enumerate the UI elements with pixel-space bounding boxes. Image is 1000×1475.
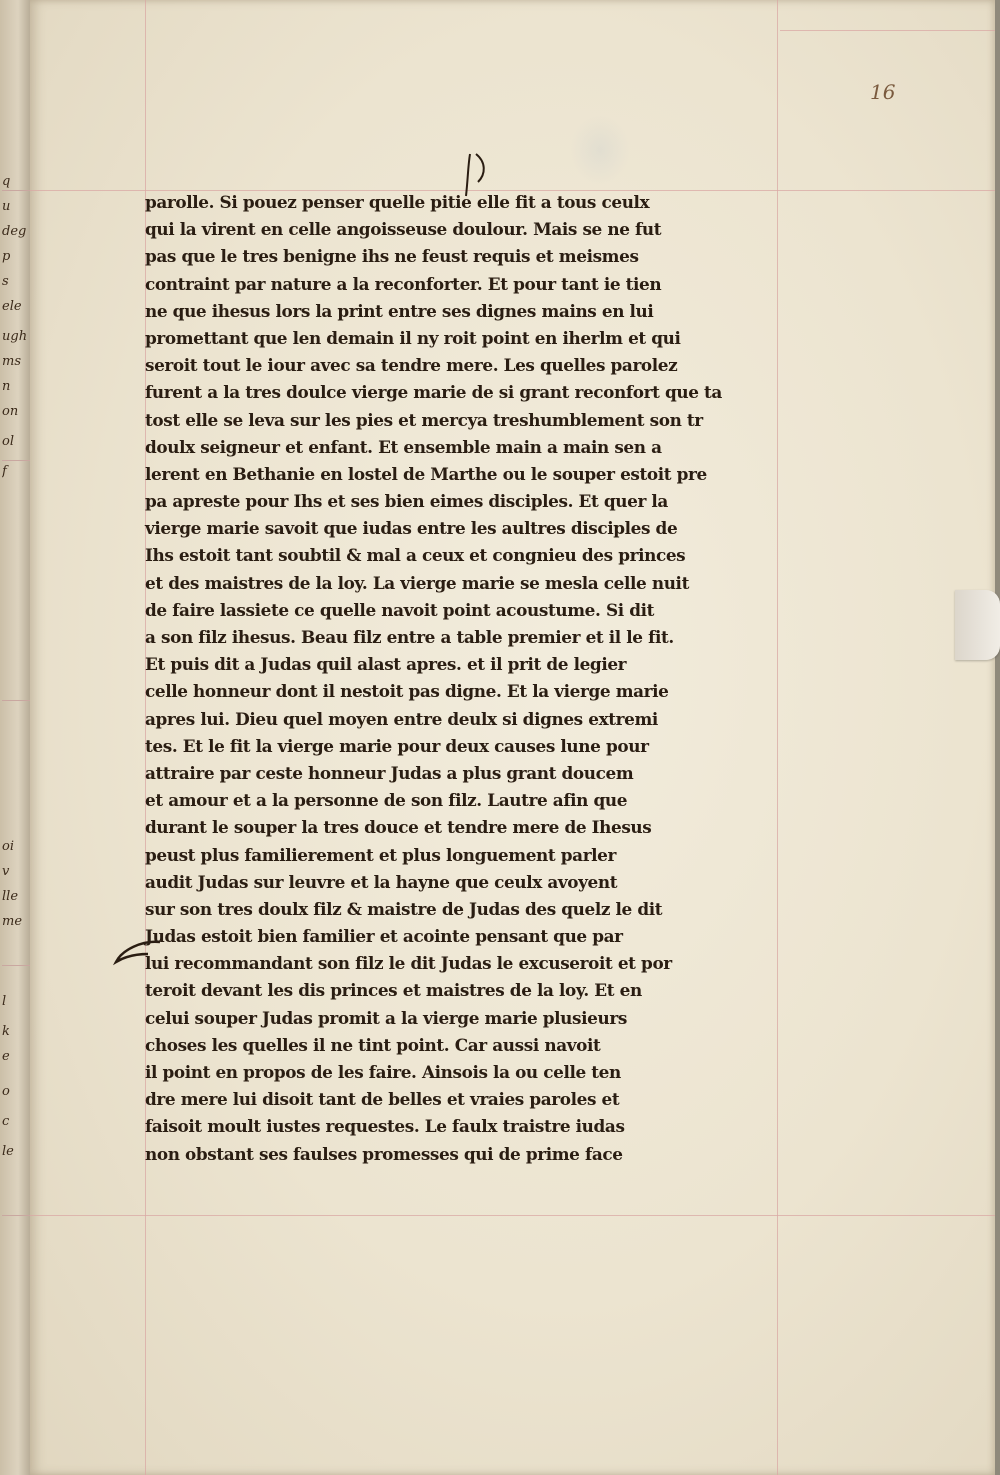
verso-text-fragment: q (2, 174, 11, 189)
manuscript-text-block (145, 190, 765, 1169)
verso-text-fragment: k (2, 1024, 10, 1039)
manuscript-line: furent a la tres doulce vierge marie de si grant reconfort que ta (145, 383, 722, 404)
water-stain (570, 115, 630, 185)
verso-page-edge (0, 0, 30, 1475)
manuscript-line: parolle. Si pouez penser quelle pitie elle fit a tous ceulx (145, 193, 650, 213)
manuscript-line: seroit tout le iour avec sa tendre mere. Les quelles parolez (145, 356, 678, 377)
manuscript-line: tes. Et le fit la vierge marie pour deux causes lune pour (145, 736, 649, 757)
manuscript-line: teroit devant les dis princes et maistres de la loy. Et en (145, 981, 642, 1002)
verso-text-fragment: o (2, 1084, 10, 1099)
manuscript-line: choses les quelles il ne tint point. Car aussi navoit (145, 1035, 601, 1056)
manuscript-line: ne que ihesus lors la print entre ses dignes mains en lui (145, 301, 654, 322)
verso-text-fragment: v (2, 864, 10, 879)
verso-text-fragment: le (2, 1144, 14, 1159)
manuscript-line: de faire lassiete ce quelle navoit point acoustume. Si dit (145, 600, 655, 621)
manuscript-line: et des maistres de la loy. La vierge marie se mesla celle nuit (145, 573, 689, 594)
manuscript-line: tost elle se leva sur les pies et mercya treshumblement son tr (145, 410, 703, 431)
verso-text-fragment: p (2, 249, 11, 264)
verso-text-fragment: e (2, 1049, 10, 1064)
manuscript-line: vierge marie savoit que iudas entre les aultres disciples de (145, 519, 678, 540)
manuscript-line: celui souper Judas promit a la vierge marie plusieurs (145, 1008, 627, 1029)
folio-number: 16 (870, 80, 896, 104)
manuscript-line: a son filz ihesus. Beau filz entre a table premier et il le fit. (145, 628, 674, 648)
verso-text-fragment: on (2, 404, 19, 419)
verso-text-fragment: n (2, 379, 11, 394)
verso-ruling (2, 460, 30, 461)
verso-text-fragment: l (2, 994, 7, 1009)
verso-ruling (2, 965, 30, 966)
ruling-bottom (30, 1215, 995, 1216)
manuscript-line: faisoit moult iustes requestes. Le faulx traistre iudas (145, 1117, 625, 1138)
manuscript-line: Ihs estoit tant soubtil & mal a ceux et congnieu des princes (145, 546, 686, 567)
ruling-top-margin (780, 30, 995, 31)
verso-text-fragment: me (2, 914, 23, 929)
manuscript-line: promettant que len demain il ny roit point en iherlm et qui (145, 328, 681, 349)
verso-text-fragment: ele (2, 299, 22, 314)
verso-text-fragment: c (2, 1114, 10, 1129)
verso-ruling (2, 700, 30, 701)
verso-text-fragment: ugh (2, 329, 28, 344)
verso-text-fragment: deg (2, 224, 27, 239)
verso-text-fragment: f (2, 464, 7, 479)
verso-text-fragment: oi (2, 839, 14, 854)
verso-ruling (2, 190, 30, 191)
manuscript-line: lui recommandant son filz le dit Judas le excuseroit et por (145, 954, 672, 975)
manuscript-line: non obstant ses faulses promesses qui de prime face (145, 1144, 623, 1165)
manuscript-line: peust plus familierement et plus longuement parler (145, 845, 617, 866)
manuscript-line: audit Judas sur leuvre et la hayne que ceulx avoyent (145, 872, 618, 893)
manuscript-line: attraire par ceste honneur Judas a plus grant doucem (145, 763, 634, 784)
manuscript-line: lerent en Bethanie en lostel de Marthe ou le souper estoit pre (145, 464, 707, 485)
verso-text-fragment: u (2, 199, 11, 214)
verso-text-fragment: ol (2, 434, 14, 449)
manuscript-line: pas que le tres benigne ihs ne feust requis et meismes (145, 247, 639, 268)
manuscript-line: contraint par nature a la reconforter. Et pour tant ie tien (145, 274, 662, 295)
verso-text-fragment: lle (2, 889, 19, 904)
verso-text-fragment: s (2, 274, 9, 289)
page-tab-marker (955, 590, 1000, 660)
manuscript-line: pa apreste pour Ihs et ses bien eimes disciples. Et quer la (145, 492, 668, 513)
verso-ruling (2, 1215, 30, 1216)
manuscript-line: sur son tres doulx filz & maistre de Judas des quelz le dit (145, 899, 663, 920)
manuscript-line: doulx seigneur et enfant. Et ensemble main a main sen a (145, 437, 662, 458)
manuscript-line: Judas estoit bien familier et acointe pensant que par (145, 927, 623, 948)
ruling-right (777, 0, 778, 1475)
manuscript-line: il point en propos de les faire. Ainsois la ou celle ten (145, 1063, 621, 1083)
manuscript-line: apres lui. Dieu quel moyen entre deulx si dignes extremi (145, 709, 658, 730)
manuscript-line: celle honneur dont il nestoit pas digne. Et la vierge marie (145, 682, 669, 703)
manuscript-line: dre mere lui disoit tant de belles et vraies paroles et (145, 1090, 620, 1111)
manuscript-line: qui la virent en celle angoisseuse doulour. Mais se ne fut (145, 220, 662, 241)
manuscript-line: durant le souper la tres douce et tendre mere de Ihesus (145, 818, 652, 839)
manuscript-line: et amour et a la personne de son filz. Lautre afin que (145, 791, 628, 812)
verso-text-fragment: ms (2, 354, 21, 369)
manuscript-line: Et puis dit a Judas quil alast apres. et il prit de legier (145, 655, 627, 676)
